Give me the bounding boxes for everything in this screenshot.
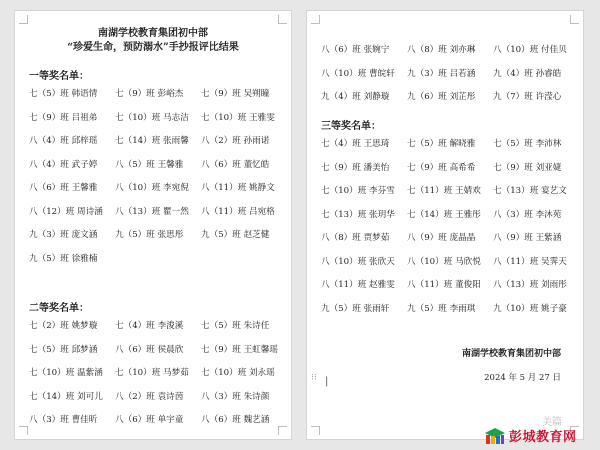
meipian-watermark: 美篇 [542,417,562,428]
award-name-entry: 八（10）班 李宛倪 [115,183,189,193]
page-corner-mark [570,15,579,24]
award-name-entry: 九（4）班 刘静璇 [321,92,390,102]
award-name-entry: 七（14）班 刘可儿 [29,391,103,402]
award-name-entry: 七（10）班 刘永瑶 [201,368,275,378]
award-name-entry: 七（9）班 刘亚婕 [493,162,562,173]
award-name-entry: 七（13）班 张玥华 [321,209,395,220]
award-name-entry: 七（10）班 李芬雪 [321,186,395,196]
third-prize-heading: 三等奖名单： [321,121,381,132]
award-name-entry: 八（13）班 瞿一然 [115,206,189,217]
move-handle-icon[interactable]: ⁝⁝ [311,373,317,383]
award-name-entry: 八（4）班 武子婷 [29,159,98,170]
award-name-entry: 八（11）班 吴霁天 [493,256,567,267]
award-name-entry: 七（9）班 潘美怡 [321,162,390,173]
page-corner-mark [311,15,320,24]
award-name-entry: 八（5）班 王馨雅 [115,159,184,170]
award-name-entry: 八（10）班 曹皖轩 [321,68,395,79]
document-header [15,27,291,55]
award-name-entry: 七（5）班 韩语情 [29,89,98,99]
document-title: “珍爱生命，预防溺水”手抄报评比结果 [67,42,239,53]
award-name-entry: 九（5）班 李雨琪 [407,303,476,314]
award-name-entry: 七（14）班 张雨馨 [115,136,189,146]
award-name-entry: 七（9）班 吕祖弟 [29,112,98,123]
page-corner-mark [278,15,287,24]
award-name-entry: 九（5）班 张雨轩 [321,303,390,314]
second-prize-list-right [321,45,579,116]
award-name-entry: 七（9）班 吴朔瞳 [201,89,270,99]
award-name-entry: 八（11）班 赵雅雯 [321,280,395,290]
second-prize-list-left [29,321,287,439]
award-name-entry: 九（3）班 庞文涵 [29,230,98,240]
award-name-entry: 七（10）班 温紫涵 [29,368,103,378]
award-name-entry: 八（6）班 王馨雅 [29,183,98,193]
award-name-entry: 七（10）班 马志洁 [115,112,189,123]
award-name-entry: 八（10）班 付佳贝 [493,45,567,55]
award-name-entry: 八（9）班 庞晶晶 [407,233,476,243]
org-title: 南湖学校教育集团初中部 [98,28,208,39]
award-name-entry: 七（5）班 解晓雅 [407,139,476,149]
award-name-entry: 八（6）班 单宇童 [115,415,184,425]
award-name-entry: 八（12）班 周诗涵 [29,206,103,217]
book-logo-icon [484,427,506,445]
award-name-entry: 九（4）班 孙睿皓 [493,68,562,79]
second-prize-heading: 二等奖名单： [29,303,89,314]
award-name-entry: 八（6）班 张婉宁 [321,45,390,55]
award-name-entry: 七（11）班 王婧欢 [407,186,481,196]
award-name-entry: 七（4）班 王思琦 [321,139,390,149]
award-name-entry: 九（3）班 吕若涵 [407,68,476,79]
award-name-entry: 七（9）班 高希希 [407,162,476,173]
award-name-entry: 八（9）班 王紫涵 [493,233,562,243]
award-name-entry: 八（3）班 李沐苑 [493,209,562,220]
signature-org: 南湖学校教育集团初中部 [461,349,561,359]
award-name-entry: 八（3）班 朱诗颜 [201,391,270,402]
award-name-entry: 七（10）班 王雅雯 [201,112,275,123]
award-name-entry: 八（11）班 董俊阳 [407,280,481,290]
award-name-entry: 七（9）班 王虹馨瑶 [201,344,278,355]
award-name-entry: 七（13）班 宴艺文 [493,186,567,196]
award-name-entry: 七（14）班 王雅彤 [407,209,481,220]
award-name-entry: 八（11）班 姚静文 [201,183,275,193]
award-name-entry: 七（4）班 李浚溪 [115,321,184,331]
award-name-entry: 八（8）班 刘亦琳 [407,45,476,55]
first-prize-heading: 一等奖名单： [29,71,89,82]
award-name-entry: 八（11）班 吕宛格 [201,206,275,217]
award-name-entry: 九（5）班 张思彤 [115,230,184,240]
award-name-entry: 九（7）班 许滢心 [493,92,562,102]
award-name-entry: 九（5）班 赵芝健 [201,230,270,240]
award-name-entry: 七（5）班 朱诗任 [201,321,270,331]
award-name-entry: 八（2）班 孙雨诺 [201,136,270,146]
award-name-entry: 九（5）班 徐雅楠 [29,253,98,264]
award-name-entry: 七（9）班 彭峪杰 [115,89,184,99]
award-name-entry: 八（8）班 贾梦茹 [321,233,390,243]
award-name-entry: 八（10）班 张欣天 [321,256,395,267]
award-name-entry: 九（10）班 姚子豪 [493,303,567,314]
award-name-entry: 七（2）班 姚梦璇 [29,321,98,331]
document-page-right [306,10,584,440]
award-name-entry: 八（6）班 董忆皓 [201,159,270,170]
signature-date: 2024 年 5 月 27 日 [484,373,561,383]
award-name-entry: 八（3）班 曹佳昕 [29,415,98,425]
award-name-entry: 七（5）班 邱梦涵 [29,344,98,355]
third-prize-list [321,139,579,327]
page-corner-mark [19,15,28,24]
award-name-entry: 八（2）班 袁诗茵 [115,391,184,402]
text-cursor-icon[interactable]: | [325,376,329,387]
award-name-entry: 七（10）班 马梦茹 [115,368,189,378]
award-name-entry: 八（6）班 魏艺涵 [201,415,270,425]
first-prize-list [29,89,287,277]
signature-block [462,347,561,385]
award-name-entry: 七（5）班 李沛林 [493,139,562,149]
document-page-left [14,10,292,440]
award-name-entry: 九（6）班 刘芷彤 [407,92,476,102]
page-corner-mark [311,426,320,435]
award-name-entry: 八（6）班 侯晨欣 [115,344,184,355]
award-name-entry: 八（13）班 刘雨彤 [493,280,567,290]
page-corner-mark [19,426,28,435]
site-logo-text: 彭城教育网 [509,430,577,445]
site-logo [484,426,577,445]
award-name-entry: 八（4）班 邱梓瑶 [29,136,98,146]
award-name-entry: 八（10）班 马欣悦 [407,256,481,267]
